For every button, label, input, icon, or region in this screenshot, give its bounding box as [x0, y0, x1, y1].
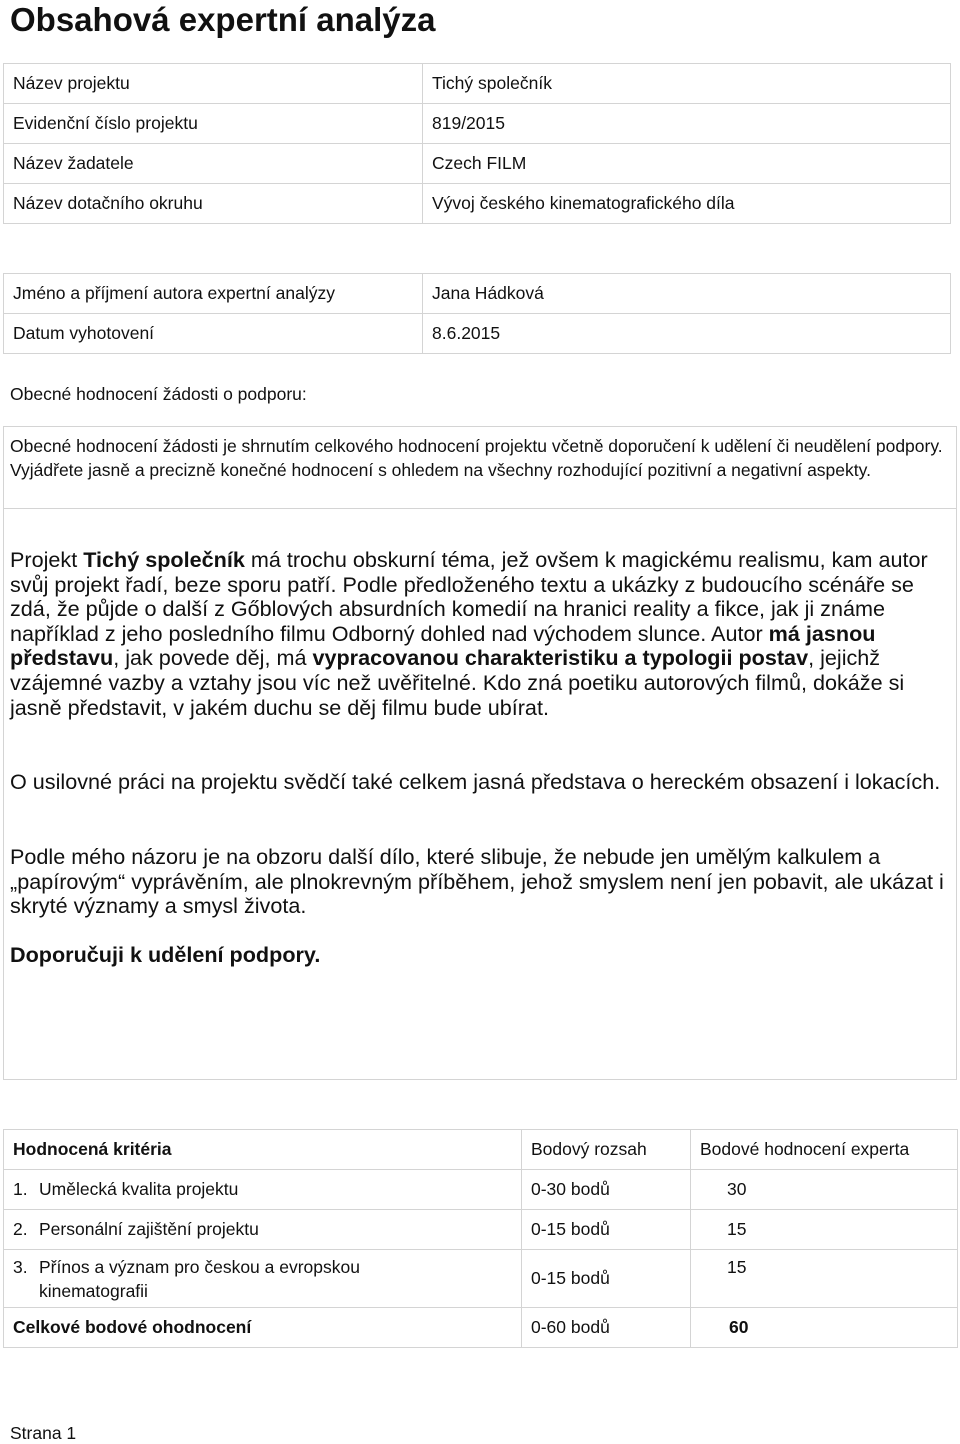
page-number: Strana 1 [10, 1423, 77, 1443]
page-title: Obsahová expertní analýza [10, 1, 436, 38]
criterion-label: Umělecká kvalita projektu [39, 1179, 239, 1199]
criterion-label: Přínos a význam pro českou a evropskou kinematografii [39, 1257, 360, 1301]
total-range: 0-60 bodů [522, 1308, 691, 1348]
grant-area-label: Název dotačního okruhu [4, 184, 423, 224]
criterion-range: 0-15 bodů [522, 1210, 691, 1250]
table-header-row [4, 1130, 958, 1170]
text-span: , jak povede děj, má [113, 645, 313, 671]
table-row [4, 1210, 958, 1250]
table-row [4, 1250, 958, 1308]
text-span: , jejichž vzájemné vazby a vztahy jsou víc než uvěřitelné. Kdo zná poetiku autorových filmů, dokáže si jasně představit, v jakém duchu se děj filmu bude ubírat. [10, 645, 905, 720]
project-info-table [3, 63, 951, 224]
criterion-number: 1. [13, 1179, 28, 1199]
text-span: má trochu obskurní téma, jež ovšem k magickému realismu, kam autor svůj projekt řadí, beze sporu patří. Podle předloženého textu a ukázky z budoucího scénáře se zdá, že půjde o další z Gőblových absurdních komedií na hranici reality a fikce, jak ji známe například z jeho posledního filmu Odborný dohled nad východem slunce. Autor [10, 547, 928, 646]
emphasis: vypracovanou charakteristiku a typologii postav [312, 645, 809, 671]
evaluation-paragraph-1 [10, 548, 950, 720]
range-header: Bodový rozsah [522, 1130, 691, 1170]
criterion-label: Personální zajištění projektu [39, 1219, 259, 1239]
applicant-label: Název žadatele [4, 144, 423, 184]
author-value: Jana Hádková [423, 274, 951, 314]
grant-area-value: Vývoj českého kinematografického díla [423, 184, 951, 224]
criterion-range: 0-15 bodů [522, 1250, 691, 1308]
instruction-text: Obecné hodnocení žádosti je shrnutím celkového hodnocení projektu včetně doporučení k udělení či neudělení podpory. Vyjádřete jasně a precizně konečné hodnocení s ohledem na všechny rozhodující pozitivní a negativní aspekty. [10, 436, 943, 480]
date-value: 8.6.2015 [423, 314, 951, 354]
table-total-row [4, 1308, 958, 1348]
evaluation-paragraph-2: O usilovné práci na projektu svědčí také celkem jasná představa o hereckém obsazení i lokacích. [10, 769, 941, 794]
registration-number-value: 819/2015 [423, 104, 951, 144]
date-label: Datum vyhotovení [4, 314, 423, 354]
author-info-table [3, 273, 951, 354]
table-row [4, 184, 951, 224]
criteria-header: Hodnocená kritéria [4, 1130, 522, 1170]
project-name-emphasis: Tichý společník [83, 547, 245, 572]
emphasis: má jasnou představu [10, 620, 876, 671]
criterion-number: 3. [13, 1257, 28, 1277]
text-span: Projekt [10, 547, 84, 572]
criterion-score: 15 [691, 1210, 958, 1250]
table-row [4, 314, 951, 354]
table-row [4, 64, 951, 104]
criterion-score: 30 [691, 1170, 958, 1210]
criterion-range: 0-30 bodů [522, 1170, 691, 1210]
table-row [4, 144, 951, 184]
applicant-value: Czech FILM [423, 144, 951, 184]
criteria-table [3, 1129, 958, 1348]
criterion-score: 15 [691, 1250, 958, 1308]
general-evaluation-heading: Obecné hodnocení žádosti o podporu: [10, 384, 307, 404]
author-label: Jméno a příjmení autora expertní analýzy [4, 274, 423, 314]
score-header: Bodové hodnocení experta [691, 1130, 958, 1170]
total-score: 60 [691, 1308, 958, 1348]
recommendation: Doporučuji k udělení podpory. [10, 942, 321, 967]
table-row [4, 104, 951, 144]
total-label: Celkové bodové ohodnocení [4, 1308, 522, 1348]
evaluation-paragraph-3: Podle mého názoru je na obzoru další dílo, které slibuje, že nebude jen umělým kalkulem a „papírovým“ vyprávěním, ale plnokrevným příběhem, jehož smyslem není jen pobavit, ale ukázat i skryté významy a smysl života. [10, 844, 944, 919]
criterion-number: 2. [13, 1219, 28, 1239]
project-name-label: Název projektu [4, 64, 423, 104]
table-row [4, 274, 951, 314]
table-row [4, 1170, 958, 1210]
project-name-value: Tichý společník [423, 64, 951, 104]
registration-number-label: Evidenční číslo projektu [4, 104, 423, 144]
